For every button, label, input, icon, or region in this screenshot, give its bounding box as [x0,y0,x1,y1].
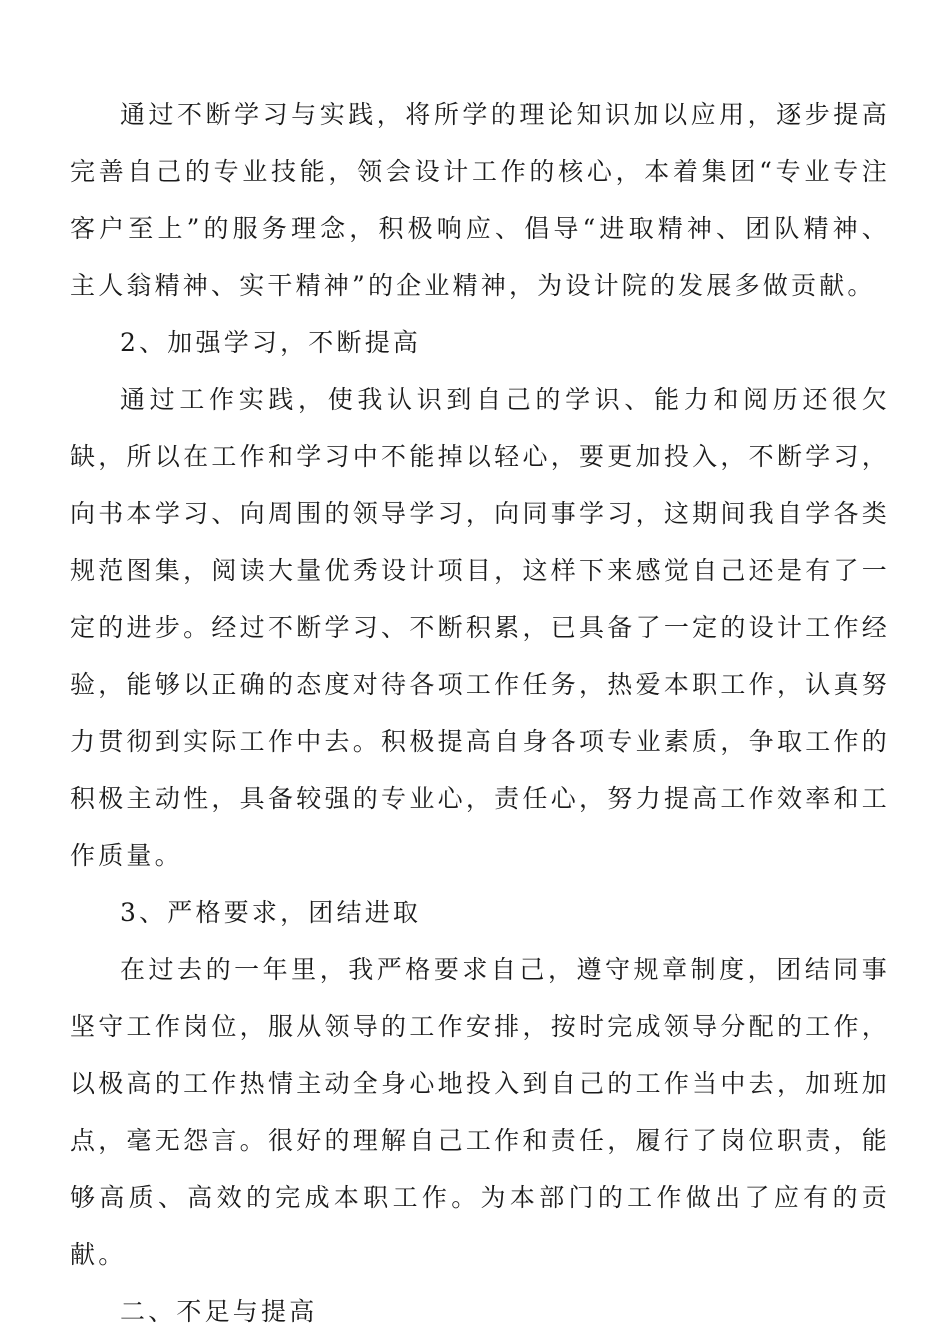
heading-strict-requirements: 3、严格要求，团结进取 [120,898,422,927]
document-page [70,86,890,1340]
heading-strengthen-learning: 2、加强学习，不断提高 [120,328,422,357]
paragraph-learning: 通过工作实践，使我认识到自己的学识、能力和阅历还很欠缺，所以在工作和学习中不能掉以轻心，要更加投入，不断学习，向书本学习、向周围的领导学习，向同事学习，这期间我自学各类规范图集，阅读大量优秀设计项目，这样下来感觉自己还是有了一定的进步。经过不断学习、不断积累，已具备了一定的设计工作经验，能够以正确的态度对待各项工作任务，热爱本职工作，认真努力贯彻到实际工作中去。积极提高自身各项专业素质，争取工作的积极主动性，具备较强的专业心，责任心，努力提高工作效率和工作质量。 [70,385,890,870]
heading-shortcomings: 二、不足与提高 [120,1297,318,1326]
paragraph-requirements: 在过去的一年里，我严格要求自己，遵守规章制度，团结同事坚守工作岗位，服从领导的工作安排，按时完成领导分配的工作，以极高的工作热情主动全身心地投入到自己的工作当中去，加班加点，毫无怨言。很好的理解自己工作和责任，履行了岗位职责，能够高质、高效的完成本职工作。为本部门的工作做出了应有的贡献。 [70,955,890,1269]
paragraph-practice: 通过不断学习与实践，将所学的理论知识加以应用，逐步提高完善自己的专业技能，领会设计工作的核心，本着集团“专业专注客户至上”的服务理念，积极响应、倡导“进取精神、团队精神、主人翁精神、实干精神”的企业精神，为设计院的发展多做贡献。 [70,100,890,300]
